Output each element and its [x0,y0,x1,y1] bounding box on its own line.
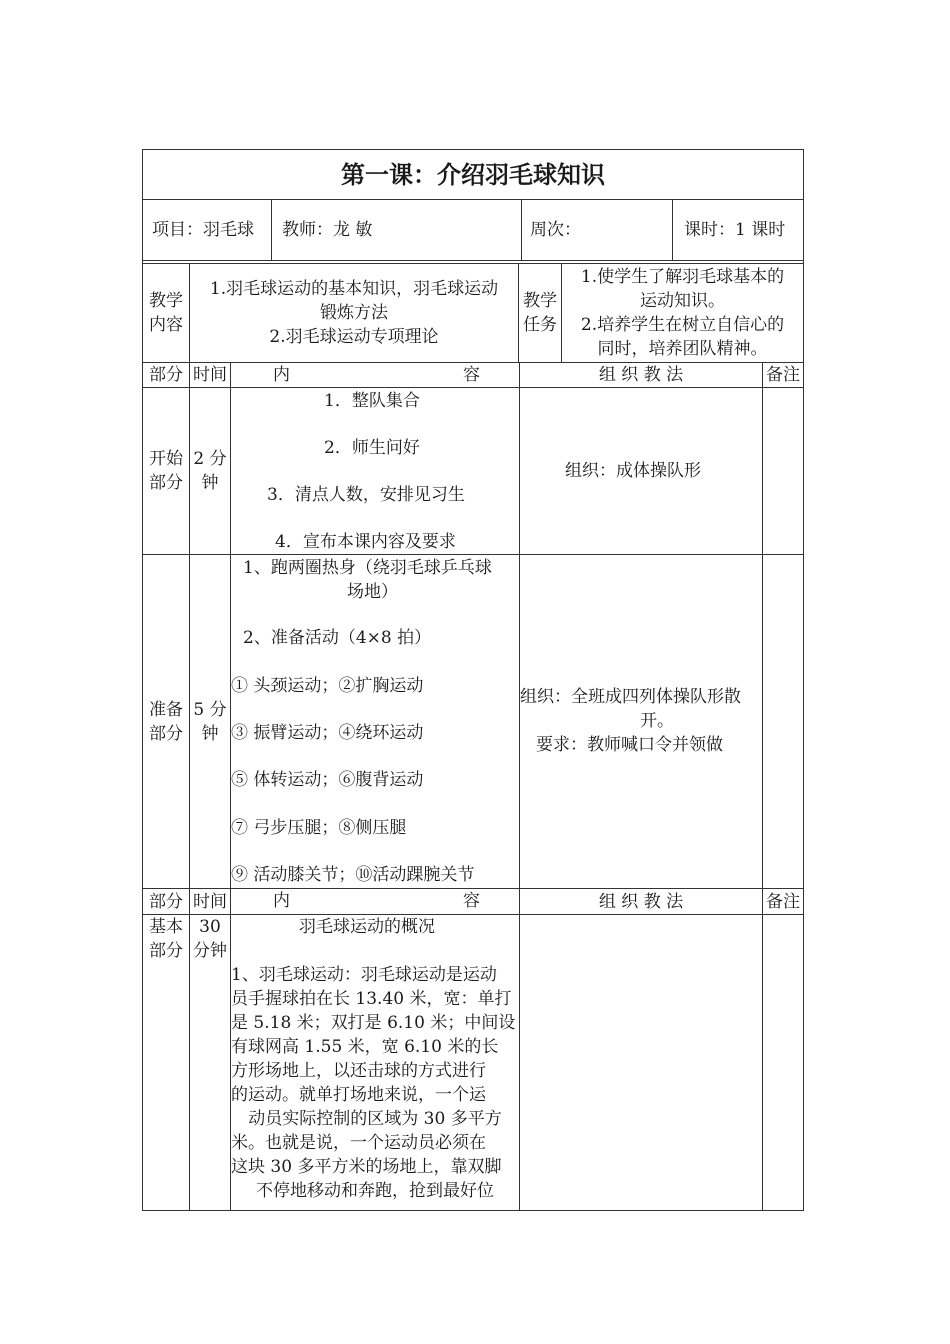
basic-content: 羽毛球运动的概况 1、羽毛球运动：羽毛球运动是运动 员手握球拍在长 13.40 米，宽：单打 是 5.18 米；双打是 6.10 米；中间设 有球网高 1.55 米，宽 6.10 米的长 方形场地上，以还击球的方式进行 的运动。就单打场地来说，一个运 动员实际控制的区域为 30 多平方 米。也就是说，一个运动员必须在 这块 30 多平方米的场地上，靠双脚 不停地移动和奔跑，抢到最好位 [231,915,519,1203]
header-note: 备注 [766,365,800,385]
list-item: 2、准备活动（4×8 拍） [243,628,432,648]
list-item: ⑤ 体转运动；⑥腹背运动 [231,770,424,790]
basic-part-label: 基本 部分 [149,917,183,961]
list-item: 2．师生问好 [324,438,420,458]
prep-time: 5 分 钟 [193,699,227,744]
teaching-task-text: 1.使学生了解羽毛球基本的 运动知识。 2.培养学生在树立自信心的 同时，培养团队精神。 [580,267,785,359]
list-item: ③ 振臂运动；④绕环运动 [231,723,424,743]
page-title: 第一课：介绍羽毛球知识 [341,160,605,189]
header-content-2: 内 容 [273,891,480,911]
prep-method: 组织：全班成四列体操队形散 开。 要求：教师喊口令并领做 [520,687,741,755]
list-item: 1．整队集合 [324,391,420,411]
basic-time: 30 分钟 [193,917,227,961]
header-time: 时间 [193,365,227,385]
list-item: ⑦ 弓步压腿；⑧侧压腿 [231,818,407,838]
header-time-2: 时间 [193,891,227,912]
project-field: 项目：羽毛球 [152,220,254,240]
start-part-label: 开始 部分 [149,449,183,493]
list-item: ① 头颈运动；②扩胸运动 [231,676,424,696]
teaching-content-text: 1.羽毛球运动的基本知识，羽毛球运动 锻炼方法 2.羽毛球运动专项理论 [209,279,499,347]
prep-part-label: 准备 部分 [149,699,183,744]
header-content: 内 容 [273,365,480,385]
list-item: ⑨ 活动膝关节；⑩活动踝腕关节 [231,865,475,885]
period-field: 课时：1 课时 [684,220,786,240]
teaching-task-label: 教学 任务 [523,291,557,335]
teaching-content-label: 教学 内容 [149,291,183,335]
list-item: 4．宣布本课内容及要求 [275,532,456,552]
week-field: 周次： [530,220,581,240]
header-part: 部分 [149,365,183,385]
header-part-2: 部分 [149,891,183,912]
list-item: 1、跑两圈热身（绕羽毛球乒乓球 [243,558,492,578]
teacher-field: 教师：龙 敏 [282,220,373,240]
header-method-2: 组 织 教 法 [598,891,684,912]
list-item: 3．清点人数，安排见习生 [267,485,465,505]
header-method: 组 织 教 法 [598,365,684,385]
start-method: 组织：成体操队形 [565,461,701,481]
start-content [231,388,519,554]
list-item: 场地） [347,582,398,602]
prep-content [231,555,519,888]
start-time: 2 分 钟 [193,449,227,493]
header-note-2: 备注 [766,891,800,912]
section-heading: 羽毛球运动的概况 [299,917,435,937]
